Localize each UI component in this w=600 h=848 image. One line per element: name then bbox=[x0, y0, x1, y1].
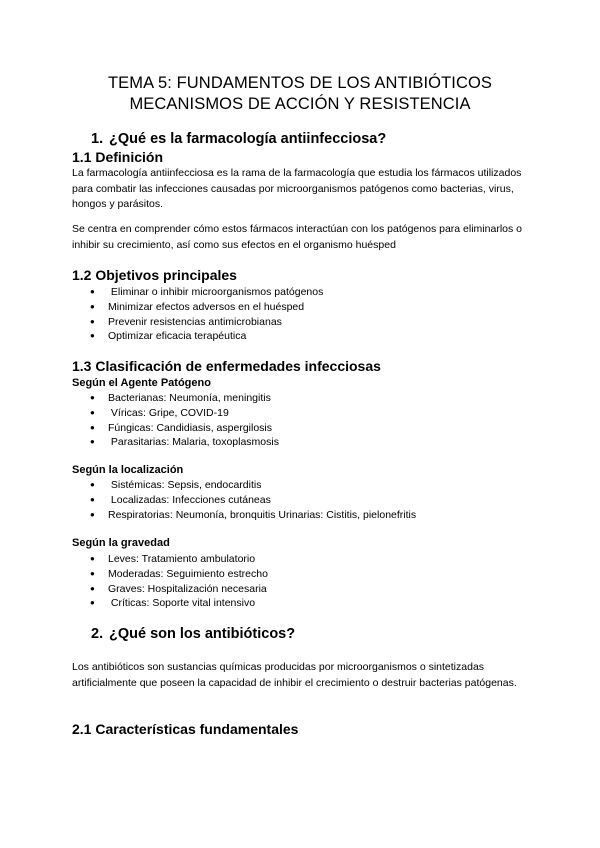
section-2-title: ¿Qué son los antibióticos? bbox=[109, 626, 296, 642]
list-item: ● Minimizar efectos adversos en el huésped bbox=[90, 300, 305, 313]
section-2-heading bbox=[91, 626, 295, 642]
list-item: ● Bacterianas: Neumonía, meningitis bbox=[90, 392, 271, 404]
objectives-heading: 1.2 Objetivos principales bbox=[72, 267, 237, 283]
antibiotics-paragraph: Los antibióticos son sustancias químicas producidas por microorganismos o sintetizadas artificialmente que poseen la capacidad de inhibir el crecimiento o destruir bacterias patógenas. bbox=[72, 661, 517, 689]
list-item: ● Víricas: Gripe, COVID-19 bbox=[90, 406, 229, 419]
bullet-icon: ● bbox=[90, 509, 95, 519]
list-item: ● Críticas: Soporte vital intensivo bbox=[90, 597, 256, 610]
bullet-icon: ● bbox=[90, 316, 95, 326]
list-item: ● Moderadas: Seguimiento estrecho bbox=[90, 567, 268, 580]
severity-list bbox=[90, 552, 268, 611]
section-1-heading bbox=[91, 131, 386, 147]
agent-subheading: Según el Agente Patógeno bbox=[72, 377, 211, 389]
severity-subheading: Según la gravedad bbox=[72, 537, 170, 549]
list-item: ● Eliminar o inhibir microorganismos patógenos bbox=[90, 286, 324, 298]
bullet-icon: ● bbox=[90, 393, 95, 402]
list-item: ● Localizadas: Infecciones cutáneas bbox=[90, 493, 271, 506]
list-item: ● Leves: Tratamiento ambulatorio bbox=[90, 553, 256, 565]
list-item: ● Respiratorias: Neumonía, bronquitis Urinarias: Cistitis, pielonefritis bbox=[90, 508, 417, 521]
list-item: ● Parasitarias: Malaria, toxoplasmosis bbox=[90, 436, 279, 449]
objectives-list bbox=[90, 285, 323, 344]
document-title-line-2: MECANISMOS DE ACCIÓN Y RESISTENCIA bbox=[129, 95, 471, 113]
characteristics-heading: 2.1 Características fundamentales bbox=[72, 721, 299, 737]
bullet-icon: ● bbox=[90, 598, 95, 608]
list-item: ● Prevenir resistencias antimicrobianas bbox=[90, 315, 282, 328]
bullet-icon: ● bbox=[90, 437, 95, 447]
list-item: ● Optimizar eficacia terapéutica bbox=[90, 330, 247, 343]
definition-paragraph-1: La farmacología antiinfecciosa es la rama de la farmacología que estudia los fármacos utilizados para combatir las infecciones causadas por microorganismos patógenos como bacterias, virus, hongos y parásitos. bbox=[72, 167, 522, 210]
location-subheading: Según la localización bbox=[72, 464, 184, 476]
document-title-line-1: TEMA 5: FUNDAMENTOS DE LOS ANTIBIÓTICOS bbox=[107, 74, 493, 92]
bullet-icon: ● bbox=[90, 554, 95, 563]
definition-paragraph-2: Se centra en comprender cómo estos fármacos interactúan con los patógenos para eliminarlos o inhibir su crecimiento, así como sus efectos en el organismo huésped bbox=[72, 223, 522, 251]
bullet-icon: ● bbox=[90, 568, 95, 578]
location-list bbox=[90, 478, 416, 522]
list-item: ● Sistémicas: Sepsis, endocarditis bbox=[90, 479, 262, 491]
section-1-number: 1. bbox=[91, 131, 104, 147]
section-2-number: 2. bbox=[91, 626, 104, 642]
bullet-icon: ● bbox=[90, 480, 95, 489]
bullet-icon: ● bbox=[90, 407, 95, 417]
list-item: ● Fúngicas: Candidiasis, aspergilosis bbox=[90, 421, 272, 434]
definition-heading: 1.1 Definición bbox=[72, 149, 164, 165]
list-item: ● Graves: Hospitalización necesaria bbox=[90, 582, 267, 595]
agent-list bbox=[90, 391, 279, 450]
bullet-icon: ● bbox=[90, 331, 95, 341]
bullet-icon: ● bbox=[90, 583, 95, 593]
classification-heading: 1.3 Clasificación de enfermedades infecciosas bbox=[72, 358, 381, 374]
bullet-icon: ● bbox=[90, 422, 95, 432]
bullet-icon: ● bbox=[90, 301, 95, 311]
section-1-title: ¿Qué es la farmacología antiinfecciosa? bbox=[109, 131, 387, 147]
bullet-icon: ● bbox=[90, 494, 95, 504]
bullet-icon: ● bbox=[90, 287, 95, 296]
